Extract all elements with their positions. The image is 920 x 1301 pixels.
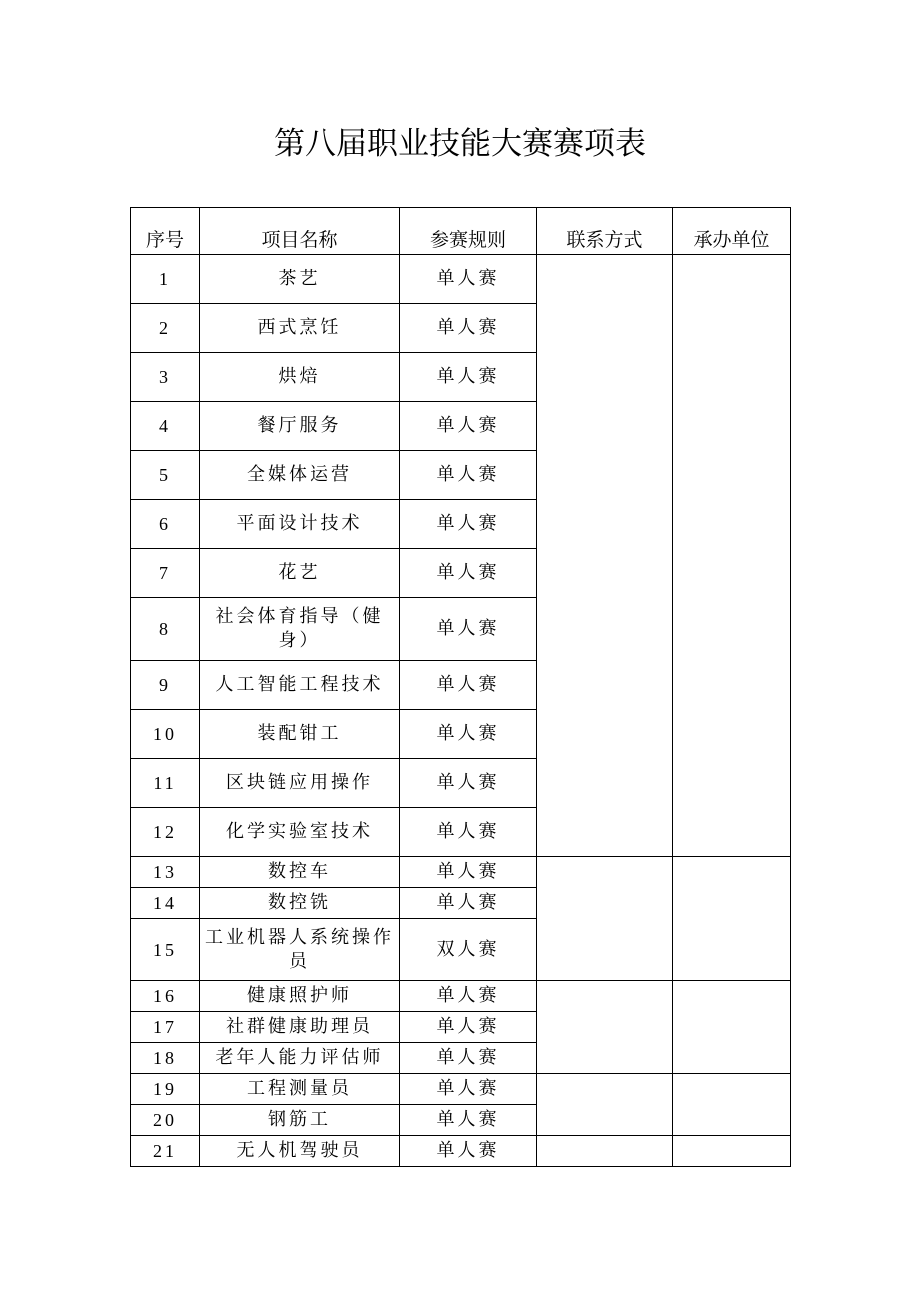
row-index: 19 bbox=[131, 1074, 200, 1105]
row-index: 2 bbox=[131, 304, 200, 353]
header-index: 序号 bbox=[131, 208, 200, 255]
page-title: 第八届职业技能大赛赛项表 bbox=[274, 126, 646, 162]
table-row bbox=[131, 1074, 791, 1105]
org-cell-group-4 bbox=[673, 1074, 791, 1136]
row-rule: 单人赛 bbox=[400, 808, 537, 857]
row-name: 工业机器人系统操作员 bbox=[200, 919, 400, 981]
row-rule: 单人赛 bbox=[400, 857, 537, 888]
row-rule: 单人赛 bbox=[400, 710, 537, 759]
org-cell-group-3 bbox=[673, 981, 791, 1074]
row-name: 工程测量员 bbox=[200, 1074, 400, 1105]
row-name: 社会体育指导（健身） bbox=[200, 598, 400, 661]
row-index: 4 bbox=[131, 402, 200, 451]
contact-cell-group-1 bbox=[537, 255, 673, 857]
row-name: 社群健康助理员 bbox=[200, 1012, 400, 1043]
row-name: 区块链应用操作 bbox=[200, 759, 400, 808]
row-index: 5 bbox=[131, 451, 200, 500]
row-rule: 单人赛 bbox=[400, 1043, 537, 1074]
row-index: 18 bbox=[131, 1043, 200, 1074]
event-table bbox=[130, 207, 791, 1167]
org-cell-group-2 bbox=[673, 857, 791, 981]
row-index: 12 bbox=[131, 808, 200, 857]
org-cell-group-5 bbox=[673, 1136, 791, 1167]
table-row bbox=[131, 255, 791, 304]
row-index: 11 bbox=[131, 759, 200, 808]
row-index: 9 bbox=[131, 661, 200, 710]
row-index: 16 bbox=[131, 981, 200, 1012]
row-index: 17 bbox=[131, 1012, 200, 1043]
row-index: 13 bbox=[131, 857, 200, 888]
org-cell-group-1 bbox=[673, 255, 791, 857]
row-name: 平面设计技术 bbox=[200, 500, 400, 549]
header-name: 项目名称 bbox=[200, 208, 400, 255]
row-index: 3 bbox=[131, 353, 200, 402]
row-rule: 单人赛 bbox=[400, 500, 537, 549]
row-rule: 单人赛 bbox=[400, 1012, 537, 1043]
row-name: 老年人能力评估师 bbox=[200, 1043, 400, 1074]
row-rule: 双人赛 bbox=[400, 919, 537, 981]
row-name: 健康照护师 bbox=[200, 981, 400, 1012]
row-index: 6 bbox=[131, 500, 200, 549]
contact-cell-group-2 bbox=[537, 857, 673, 981]
row-rule: 单人赛 bbox=[400, 451, 537, 500]
row-index: 20 bbox=[131, 1105, 200, 1136]
row-rule: 单人赛 bbox=[400, 759, 537, 808]
row-rule: 单人赛 bbox=[400, 353, 537, 402]
row-name: 茶艺 bbox=[200, 255, 400, 304]
row-name: 装配钳工 bbox=[200, 710, 400, 759]
row-rule: 单人赛 bbox=[400, 981, 537, 1012]
row-name: 全媒体运营 bbox=[200, 451, 400, 500]
contact-cell-group-4 bbox=[537, 1074, 673, 1136]
row-index: 7 bbox=[131, 549, 200, 598]
header-org: 承办单位 bbox=[673, 208, 791, 255]
row-index: 10 bbox=[131, 710, 200, 759]
row-index: 1 bbox=[131, 255, 200, 304]
row-name: 钢筋工 bbox=[200, 1105, 400, 1136]
header-contact: 联系方式 bbox=[537, 208, 673, 255]
row-name: 人工智能工程技术 bbox=[200, 661, 400, 710]
row-index: 15 bbox=[131, 919, 200, 981]
table-row bbox=[131, 1136, 791, 1167]
table-row bbox=[131, 857, 791, 888]
row-rule: 单人赛 bbox=[400, 888, 537, 919]
row-rule: 单人赛 bbox=[400, 255, 537, 304]
row-name: 无人机驾驶员 bbox=[200, 1136, 400, 1167]
row-rule: 单人赛 bbox=[400, 598, 537, 661]
row-rule: 单人赛 bbox=[400, 1074, 537, 1105]
row-index: 8 bbox=[131, 598, 200, 661]
row-rule: 单人赛 bbox=[400, 1105, 537, 1136]
row-name: 数控铣 bbox=[200, 888, 400, 919]
row-name: 西式烹饪 bbox=[200, 304, 400, 353]
row-rule: 单人赛 bbox=[400, 661, 537, 710]
table-header-row bbox=[131, 208, 791, 255]
row-index: 21 bbox=[131, 1136, 200, 1167]
header-rule: 参赛规则 bbox=[400, 208, 537, 255]
row-name: 餐厅服务 bbox=[200, 402, 400, 451]
row-rule: 单人赛 bbox=[400, 549, 537, 598]
row-index: 14 bbox=[131, 888, 200, 919]
contact-cell-group-5 bbox=[537, 1136, 673, 1167]
row-name: 花艺 bbox=[200, 549, 400, 598]
contact-cell-group-3 bbox=[537, 981, 673, 1074]
row-rule: 单人赛 bbox=[400, 304, 537, 353]
row-name: 化学实验室技术 bbox=[200, 808, 400, 857]
row-name: 烘焙 bbox=[200, 353, 400, 402]
table-row bbox=[131, 981, 791, 1012]
row-rule: 单人赛 bbox=[400, 1136, 537, 1167]
row-name: 数控车 bbox=[200, 857, 400, 888]
row-rule: 单人赛 bbox=[400, 402, 537, 451]
